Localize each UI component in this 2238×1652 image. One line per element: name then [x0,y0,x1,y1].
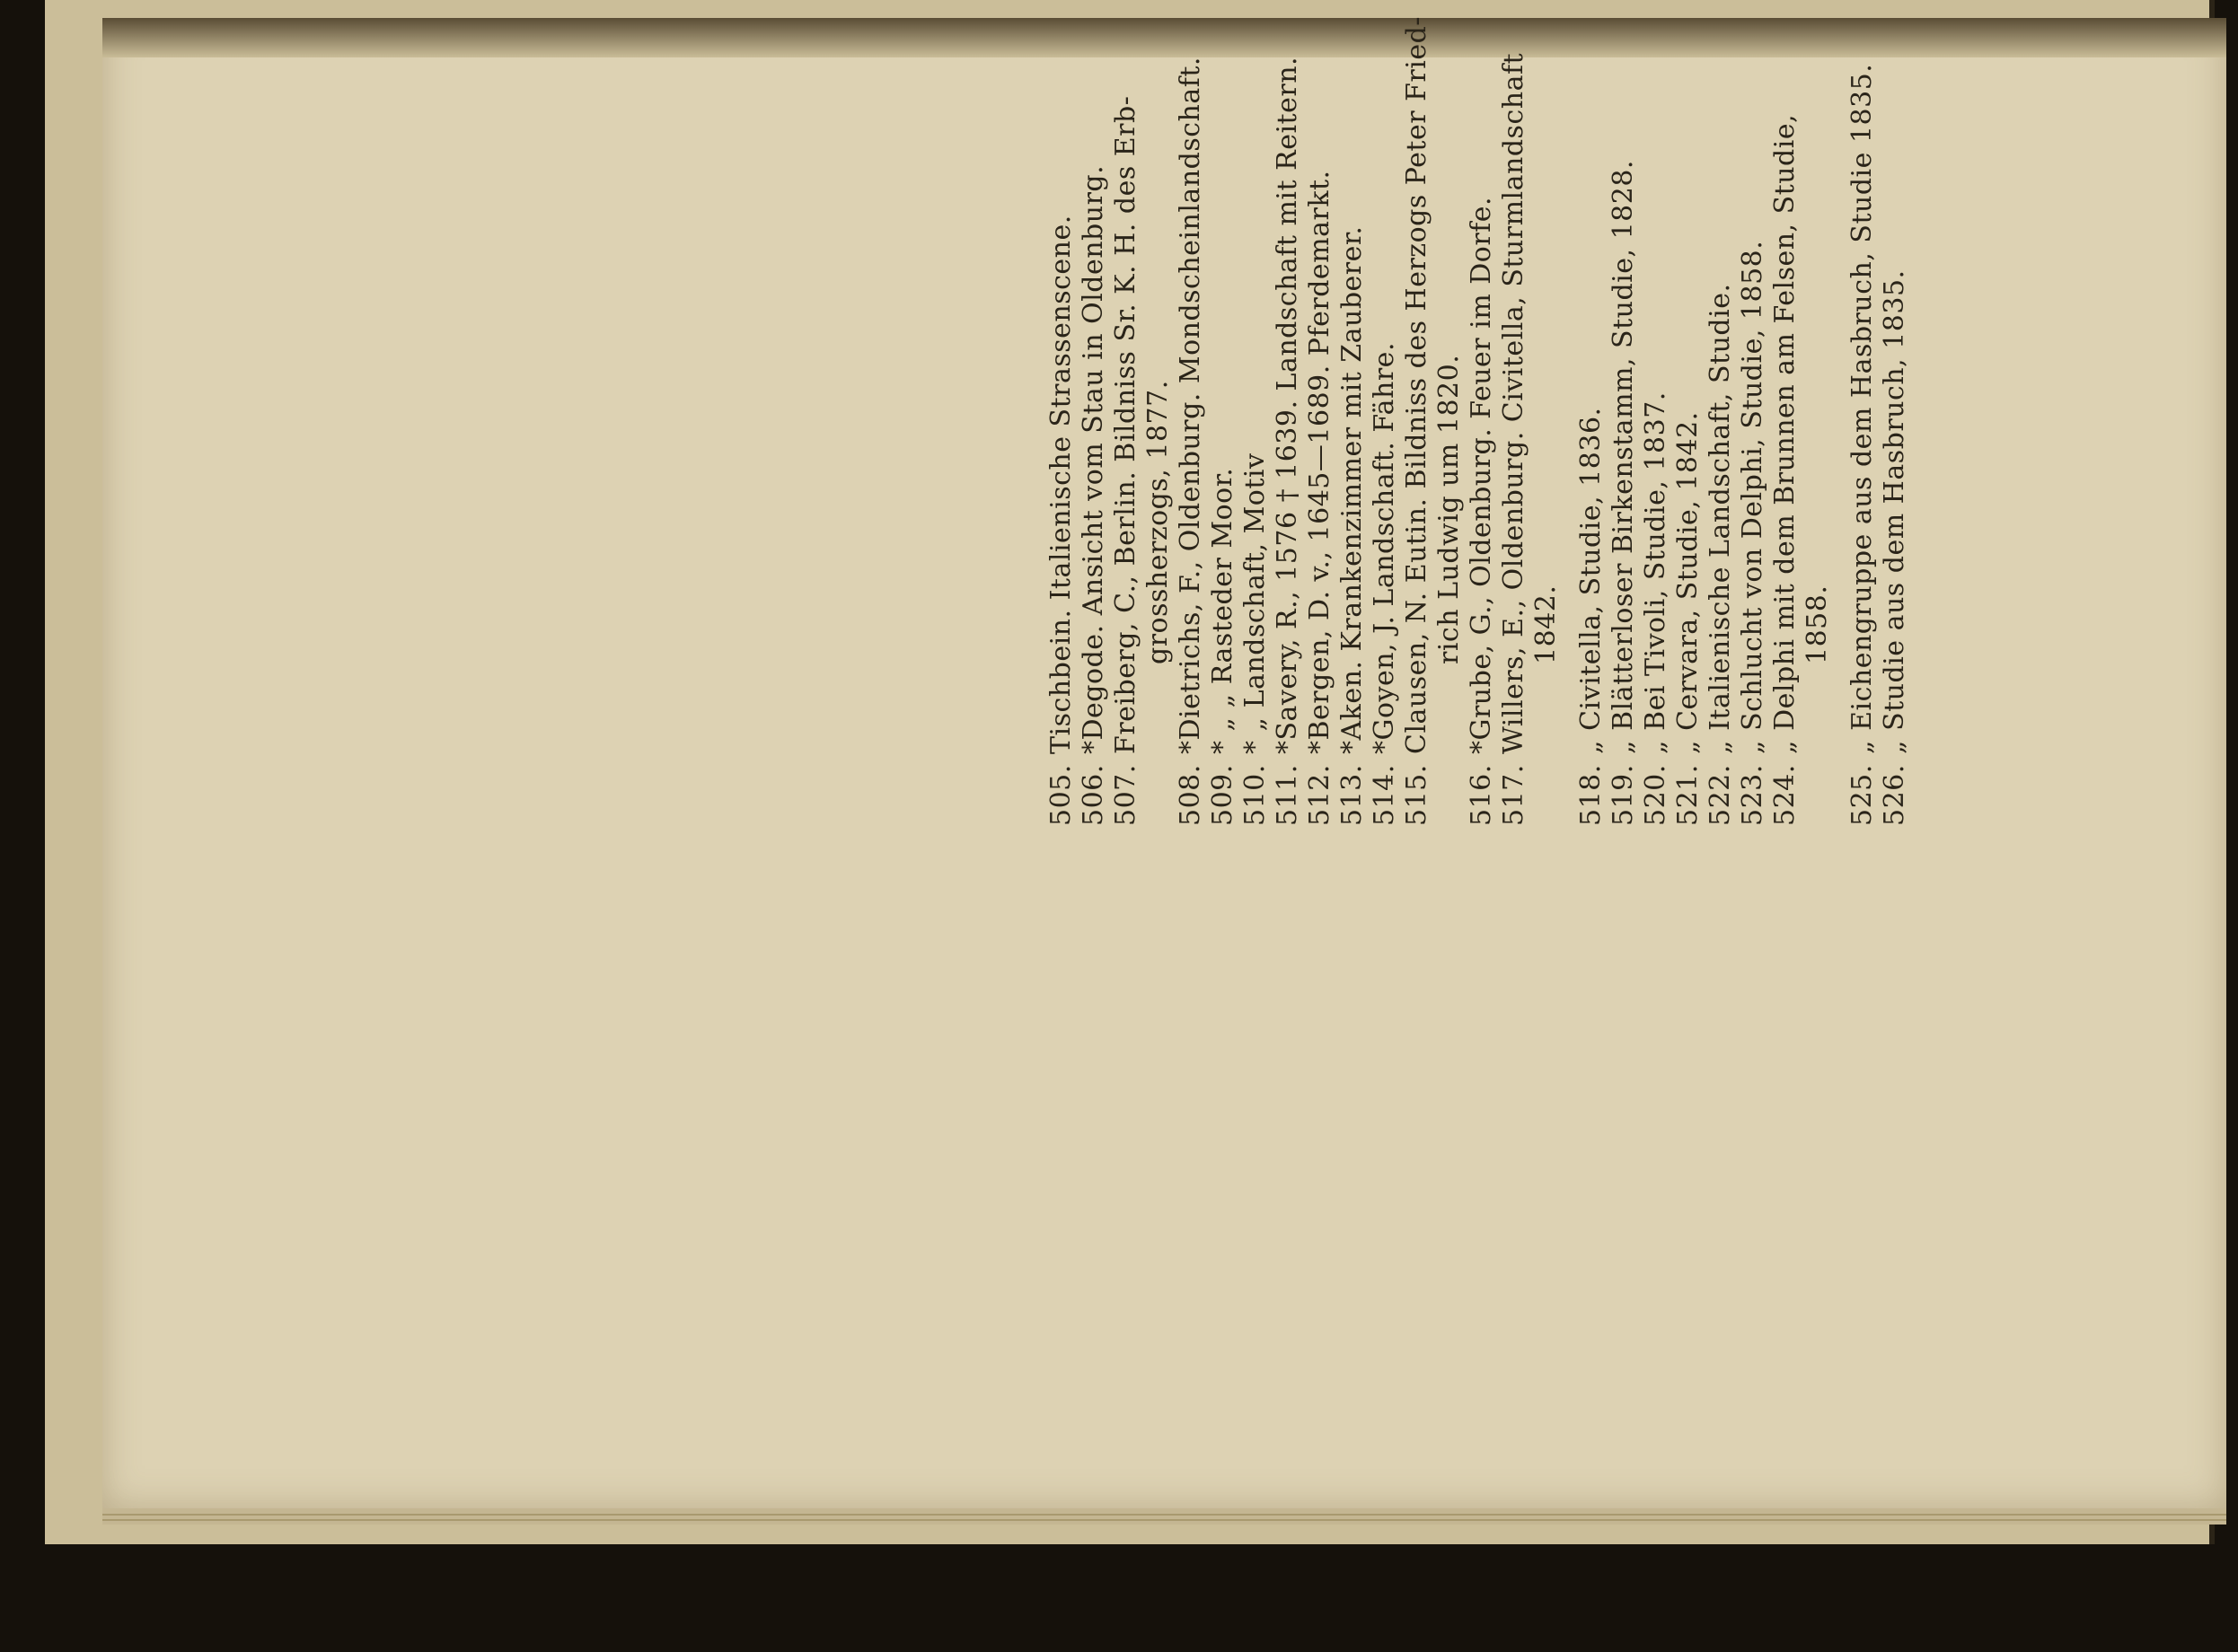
entry-number: 522. [1705,764,1736,826]
entry-text: * „ Landschaft, Motiv [1239,453,1271,754]
entry-text: *Bergen, D. v., 1645—1689. Pferdemarkt. [1304,170,1335,754]
entry-number: 514. [1369,764,1400,826]
entry-number: 524. [1769,764,1801,826]
entry-continuation: grossherzogs, 1877. [1142,380,1174,664]
entry-number: 509. [1207,764,1238,826]
catalogue-entry [1110,0,1142,826]
catalogue-entry [1608,0,1640,826]
entry-number: 505. [1045,764,1077,826]
entry-continuation: 1858. [1802,584,1833,664]
entry-number: 513. [1336,764,1368,826]
entry-text: *Aken. Krankenzimmer mit Zauberer. [1336,225,1368,754]
catalogue-entry [1705,0,1737,826]
entry-number: 506. [1078,764,1109,826]
entry-text: Freiberg, C., Berlin. Bildniss Sr. K. H. des Erb- [1110,95,1141,754]
catalogue-entries [1045,0,1911,826]
catalogue-entry [1207,0,1239,826]
entry-number: 518. [1575,764,1607,826]
entry-text: „ Cervara, Studie, 1842. [1672,411,1704,754]
entry-number: 521. [1672,764,1704,826]
spacer [1563,0,1575,826]
entry-text: *Savery, R., 1576 † 1639. Landschaft mit Reitern. [1272,56,1303,754]
entry-number: 511. [1272,764,1303,826]
catalogue-entry [1078,0,1110,826]
catalogue-entry [1640,0,1672,826]
entry-text: Tischbein. Italienische Strassenscene. [1045,215,1077,754]
catalogue-entry [1239,0,1272,826]
entry-number: 508. [1175,764,1206,826]
entry-text: „ Delphi mit dem Brunnen am Felsen, Studie, [1769,113,1801,754]
entry-text: *Degode. Ansicht vom Stau in Oldenburg. [1078,164,1109,754]
catalogue-entry [1369,0,1401,826]
entry-number: 525. [1846,764,1878,826]
catalogue-entry [1272,0,1304,826]
catalogue-entry [1575,0,1608,826]
entry-text: *Goyen, J. Landschaft. Fähre. [1369,342,1400,754]
catalogue-entry [1336,0,1369,826]
entry-text: „ Bei Tivoli, Studie, 1837. [1640,391,1671,754]
entry-text: *Dietrichs, F., Oldenburg. Mondscheinlandschaft. [1175,57,1206,754]
entry-number: 519. [1608,764,1639,826]
entry-text: „ Eichengruppe aus dem Hasbruch, Studie 1835. [1846,63,1878,754]
book-page-stack [45,0,2215,1544]
entry-number: 523. [1737,764,1768,826]
page-edge [102,1519,2226,1521]
catalogue-entry [1175,0,1207,826]
entry-text: „ Civitella, Studie, 1836. [1575,407,1607,754]
entry-number: 510. [1239,764,1271,826]
catalogue-entry [1879,0,1911,826]
catalogue-entry [1769,0,1802,826]
catalogue-entry [1846,0,1879,826]
entry-number: 512. [1304,764,1335,826]
spacer [1834,0,1846,826]
catalogue-entry [1672,0,1705,826]
entry-number: 526. [1879,764,1910,826]
entry-continuation: 1842. [1530,584,1562,664]
page-edge [102,1514,2226,1516]
entry-number: 520. [1640,764,1671,826]
entry-text: „ Studie aus dem Hasbruch, 1835. [1879,269,1910,754]
catalogue-entry [1401,0,1433,826]
entry-text: „ Italienische Landschaft, Studie. [1705,283,1736,754]
book-page [102,18,2226,1525]
entry-text: „ Blätterloser Birkenstamm, Studie, 1828. [1608,160,1639,754]
catalogue-entry [1045,0,1078,826]
entry-number: 507. [1110,764,1141,826]
entry-text: *Grube, G., Oldenburg. Feuer im Dorfe. [1466,196,1497,754]
entry-text: Clausen, N. Eutin. Bildniss des Herzogs Peter Fried- [1401,16,1432,754]
catalogue-entry [1737,0,1769,826]
entry-continuation: rich Ludwig um 1820. [1433,354,1465,664]
entry-number: 517. [1498,764,1529,826]
catalogue-entry [1466,0,1498,826]
catalogue-entry [1304,0,1336,826]
entry-number: 515. [1401,764,1432,826]
entry-number: 516. [1466,764,1497,826]
rotated-text-block [857,0,2238,898]
entry-text: Willers, E., Oldenburg. Civitella, Sturmlandschaft [1498,52,1529,754]
entry-text: * „ „ Rasteder Moor. [1207,467,1238,754]
entry-text: „ Schlucht von Delphi, Studie, 1858. [1737,240,1768,754]
catalogue-entry [1498,0,1530,826]
